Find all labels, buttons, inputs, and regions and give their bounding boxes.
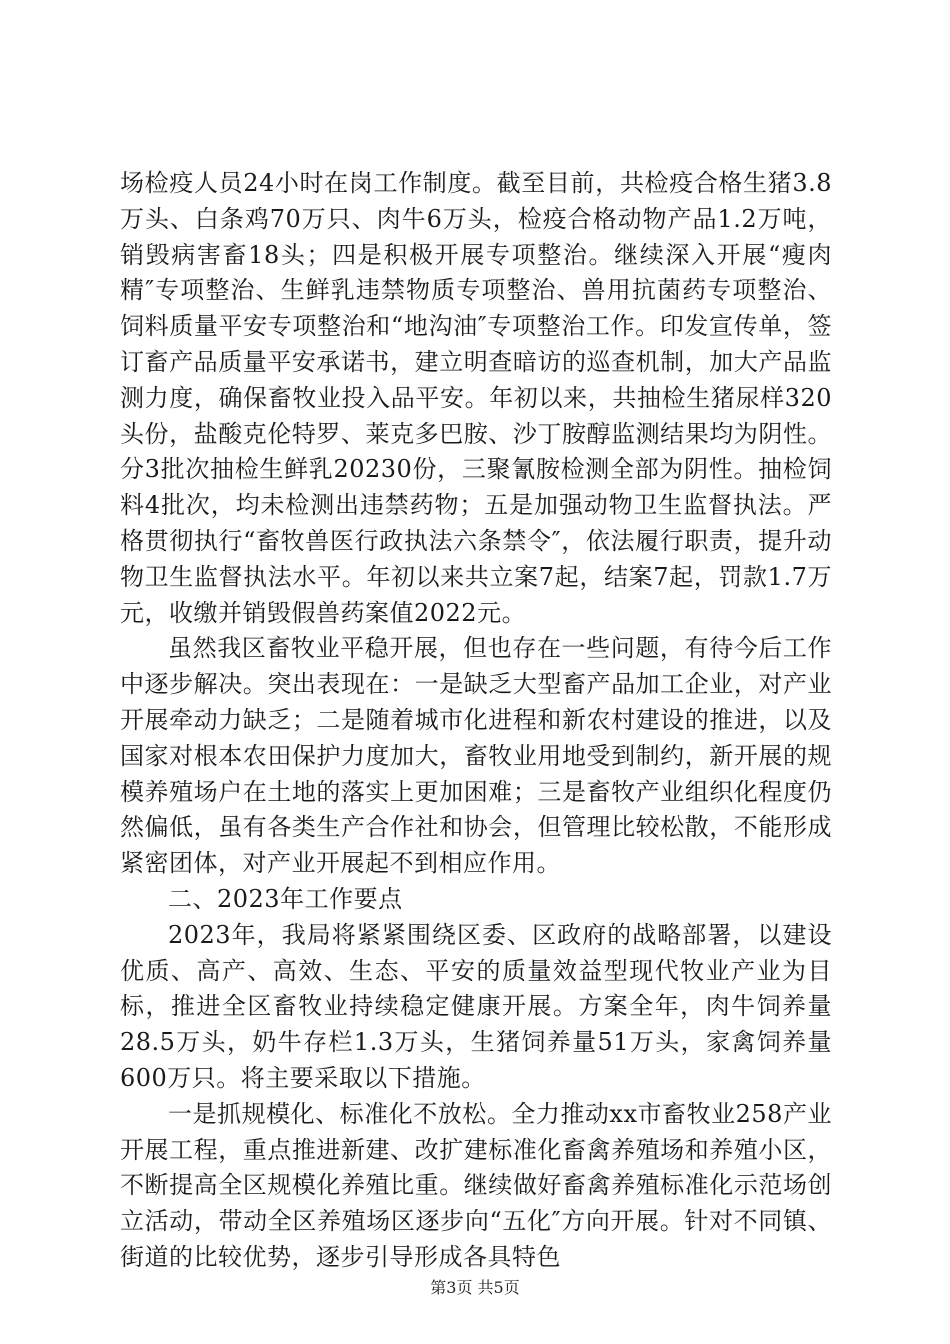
paragraph-2023-plan: 2023年，我局将紧紧围绕区委、区政府的战略部署，以建设优质、高产、高效、生态、平安的质量效益型现代牧业产业为目标，推进全区畜牧业持续稳定健康开展。方案全年，肉牛饲养量28.5万头，奶牛存栏1.3万头，生猪饲养量51万头，家禽饲养量600万只。将主要采取以下措施。 (120, 920, 832, 1092)
paragraph-standardization: 一是抓规模化、标准化不放松。全力推动xx市畜牧业258产业开展工程，重点推进新建、改扩建标准化畜禽养殖场和养殖小区，不断提高全区规模化养殖比重。继续做好畜禽养殖标准化示范场创立活动，带动全区养殖场区逐步向“五化″方向开展。针对不同镇、街道的比较优势，逐步引导形成各具特色 (120, 1099, 832, 1271)
page-number-footer: 第3页 共5页 (430, 1278, 520, 1297)
paragraph-quarantine-rectification: 场检疫人员24小时在岗工作制度。截至目前，共检疫合格生猪3.8万头、白条鸡70万只、肉牛6万头，检疫合格动物产品1.2万吨，销毁病害畜18头；四是积极开展专项整治。继续深入开展“瘦肉精″专项整治、生鲜乳违禁物质专项整治、兽用抗菌药专项整治、饲料质量平安专项整治和“地沟油″专项整治工作。印发宣传单，签订畜产品质量平安承诺书，建立明查暗访的巡查机制，加大产品监测力度，确保畜牧业投入品平安。年初以来，共抽检生猪尿样320头份，盐酸克伦特罗、莱克多巴胺、沙丁胺醇监测结果均为阴性。分3批次抽检生鲜乳20230份，三聚氰胺检测全部为阴性。抽检饲料4批次，均未检测出违禁药物；五是加强动物卫生监督执法。严格贯彻执行“畜牧兽医行政执法六条禁令″，依法履行职责，提升动物卫生监督执法水平。年初以来共立案7起，结案7起，罚款1.7万元，收缴并销毁假兽药案值2022元。 (120, 169, 832, 627)
section-heading-2023-work-points: 二、2023年工作要点 (168, 884, 403, 913)
document-body (120, 166, 832, 1276)
paragraph-problems: 虽然我区畜牧业平稳开展，但也存在一些问题，有待今后工作中逐步解决。突出表现在：一是缺乏大型畜产品加工企业，对产业开展牵动力缺乏；二是随着城市化进程和新农村建设的推进，以及国家对根本农田保护力度加大，畜牧业用地受到制约，新开展的规模养殖场户在土地的落实上更加困难；三是畜牧产业组织化程度仍然偏低，虽有各类生产合作社和协会，但管理比较松散，不能形成紧密团体，对产业开展起不到相应作用。 (120, 634, 832, 878)
